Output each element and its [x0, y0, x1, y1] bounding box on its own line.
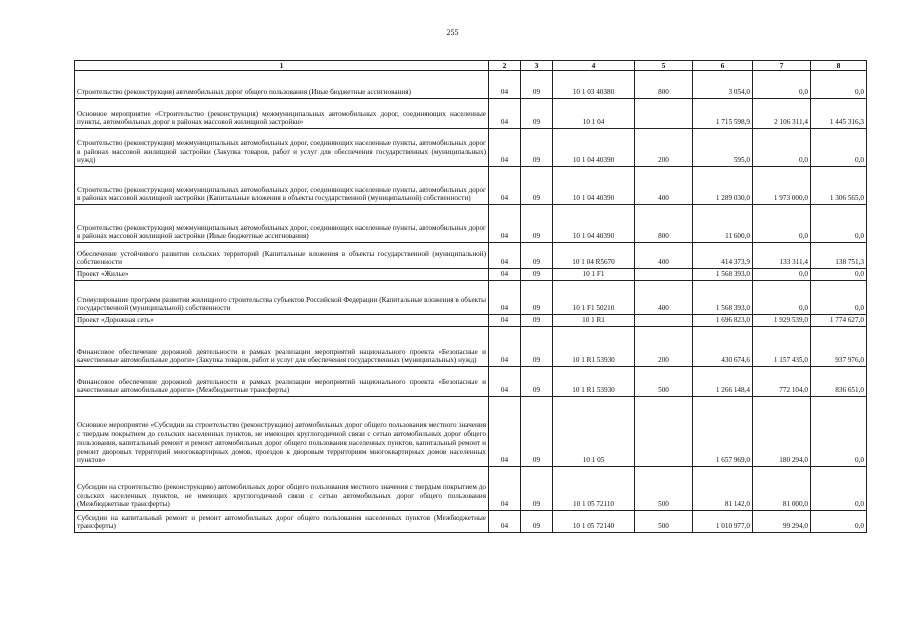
amount-col-8: 937 976,0 — [811, 327, 867, 367]
amount-col-6: 1 266 148,4 — [693, 367, 753, 397]
section-code: 04 — [489, 243, 521, 269]
section-code: 04 — [489, 129, 521, 167]
amount-col-7: 0,0 — [753, 281, 811, 315]
subsection-code: 09 — [521, 129, 553, 167]
row-description: Строительство (реконструкция) межмуниципальных автомобильных дорог, соединяющих населенные пункты, автомобильных дорог в районах массовой жилищной застройки (Капитальные вложения в объекты государственной (муниципальной) собственности) — [75, 167, 489, 205]
amount-col-7: 1 929 539,0 — [753, 315, 811, 327]
target-article-code: 10 1 04 40390 — [553, 205, 635, 243]
amount-col-6: 1 657 969,0 — [693, 397, 753, 467]
target-article-code: 10 1 04 40390 — [553, 167, 635, 205]
target-article-code: 10 1 R1 53930 — [553, 327, 635, 367]
row-description: Основное мероприятие «Субсидии на строительство (реконструкцию) автомобильных дорог общего пользования местного значения с твердым покрытием до сельских населенных пунктов, не имеющих круглогодичной связи с сетью автомобильных дорог общего пользования, капитальный ремонт и ремонт автомобильных дорог общего пользования населенных пунктов, капитальный ремонт и ремонт дворовых территорий многоквартирных домов, проездов к дворовым территориям многоквартирных домов населенных пунктов» — [75, 397, 489, 467]
row-description: Субсидии на капитальный ремонт и ремонт автомобильных дорог общего пользования населенных пунктов (Межбюджетные трансферты) — [75, 511, 489, 533]
row-description: Проект «Жилье» — [75, 269, 489, 281]
amount-col-6: 1 289 030,0 — [693, 167, 753, 205]
subsection-code: 09 — [521, 511, 553, 533]
amount-col-6: 595,0 — [693, 129, 753, 167]
amount-col-8: 0,0 — [811, 129, 867, 167]
section-code: 04 — [489, 367, 521, 397]
target-article-code: 10 1 05 72140 — [553, 511, 635, 533]
target-article-code: 10 1 04 — [553, 99, 635, 129]
expense-type-code: 200 — [635, 129, 693, 167]
column-header: 2 — [489, 61, 521, 71]
amount-col-8: 1 774 627,0 — [811, 315, 867, 327]
amount-col-8: 0,0 — [811, 269, 867, 281]
section-code: 04 — [489, 167, 521, 205]
table-row — [75, 315, 867, 327]
table-row — [75, 367, 867, 397]
table-row — [75, 129, 867, 167]
table-row — [75, 99, 867, 129]
subsection-code: 09 — [521, 99, 553, 129]
amount-col-7: 0,0 — [753, 71, 811, 99]
table-row — [75, 281, 867, 315]
amount-col-6: 1 715 598,9 — [693, 99, 753, 129]
row-description: Стимулирование программ развития жилищного строительства субъектов Российской Федерации (Капитальные вложения в объекты государственной (муниципальной) собственности — [75, 281, 489, 315]
column-header: 1 — [75, 61, 489, 71]
subsection-code: 09 — [521, 269, 553, 281]
amount-col-6: 1 010 977,0 — [693, 511, 753, 533]
column-header: 4 — [553, 61, 635, 71]
amount-col-8: 836 651,0 — [811, 367, 867, 397]
target-article-code: 10 1 04 R5670 — [553, 243, 635, 269]
section-code: 04 — [489, 397, 521, 467]
section-code: 04 — [489, 467, 521, 511]
subsection-code: 09 — [521, 315, 553, 327]
table-row — [75, 467, 867, 511]
column-header: 7 — [753, 61, 811, 71]
column-header: 5 — [635, 61, 693, 71]
amount-col-6: 81 142,0 — [693, 467, 753, 511]
expense-type-code: 200 — [635, 327, 693, 367]
target-article-code: 10 1 R1 53930 — [553, 367, 635, 397]
amount-col-7: 2 106 311,4 — [753, 99, 811, 129]
expense-type-code — [635, 99, 693, 129]
subsection-code: 09 — [521, 367, 553, 397]
subsection-code: 09 — [521, 71, 553, 99]
section-code: 04 — [489, 327, 521, 367]
row-description: Основное мероприятие «Строительство (реконструкция) межмуниципальных автомобильных дорог, соединяющих населенные пункты, автомобильных дорог в районах массовой жилищной застройки» — [75, 99, 489, 129]
expense-type-code — [635, 397, 693, 467]
target-article-code: 10 1 R1 — [553, 315, 635, 327]
section-code: 04 — [489, 269, 521, 281]
table-row — [75, 243, 867, 269]
target-article-code: 10 1 04 40390 — [553, 129, 635, 167]
subsection-code: 09 — [521, 467, 553, 511]
row-description: Проект «Дорожная сеть» — [75, 315, 489, 327]
expense-type-code: 800 — [635, 205, 693, 243]
table-row — [75, 71, 867, 99]
amount-col-6: 414 373,9 — [693, 243, 753, 269]
amount-col-8: 0,0 — [811, 467, 867, 511]
amount-col-8: 0,0 — [811, 281, 867, 315]
subsection-code: 09 — [521, 205, 553, 243]
expense-type-code: 800 — [635, 71, 693, 99]
table-row — [75, 167, 867, 205]
table-row — [75, 327, 867, 367]
column-header: 6 — [693, 61, 753, 71]
table-row — [75, 269, 867, 281]
amount-col-8: 138 751,3 — [811, 243, 867, 269]
expense-type-code: 500 — [635, 511, 693, 533]
row-description: Строительство (реконструкция) автомобильных дорог общего пользования (Иные бюджетные ассигнования) — [75, 71, 489, 99]
table-row — [75, 511, 867, 533]
page-number: 255 — [446, 28, 459, 37]
amount-col-8: 0,0 — [811, 397, 867, 467]
expense-type-code: 400 — [635, 167, 693, 205]
subsection-code: 09 — [521, 327, 553, 367]
row-description: Финансовое обеспечение дорожной деятельности в рамках реализации мероприятий национального проекта «Безопасные и качественные автомобильные дороги» (Межбюджетные трансферты) — [75, 367, 489, 397]
section-code: 04 — [489, 71, 521, 99]
amount-col-7: 81 000,0 — [753, 467, 811, 511]
target-article-code: 10 1 05 72110 — [553, 467, 635, 511]
row-description: Финансовое обеспечение дорожной деятельности в рамках реализации мероприятий национального проекта «Безопасные и качественные автомобильные дороги» (Закупка товаров, работ и услуг для обеспечения государственных (муниципальных) нужд) — [75, 327, 489, 367]
section-code: 04 — [489, 99, 521, 129]
amount-col-8: 0,0 — [811, 71, 867, 99]
amount-col-7: 180 294,0 — [753, 397, 811, 467]
subsection-code: 09 — [521, 243, 553, 269]
row-description: Обеспечение устойчивого развития сельских территорий (Капитальные вложения в объекты государственной (муниципальной) собственности — [75, 243, 489, 269]
column-header: 3 — [521, 61, 553, 71]
section-code: 04 — [489, 281, 521, 315]
amount-col-7: 133 311,4 — [753, 243, 811, 269]
target-article-code: 10 1 05 — [553, 397, 635, 467]
amount-col-7: 772 104,0 — [753, 367, 811, 397]
section-code: 04 — [489, 315, 521, 327]
amount-col-6: 3 054,0 — [693, 71, 753, 99]
target-article-code: 10 1 F1 50210 — [553, 281, 635, 315]
amount-col-8: 0,0 — [811, 205, 867, 243]
table-row — [75, 397, 867, 467]
header-row — [75, 61, 867, 71]
amount-col-8: 0,0 — [811, 511, 867, 533]
expense-type-code — [635, 315, 693, 327]
amount-col-6: 11 600,0 — [693, 205, 753, 243]
section-code: 04 — [489, 205, 521, 243]
row-description: Субсидии на строительство (реконструкцию) автомобильных дорог общего пользования местного значения с твердым покрытием до сельских населенных пунктов, не имеющих круглогодичной связи с сетью автомобильных дорог общего пользования (Межбюджетные трансферты) — [75, 467, 489, 511]
amount-col-6: 1 696 823,0 — [693, 315, 753, 327]
expense-type-code — [635, 269, 693, 281]
amount-col-7: 1 973 000,0 — [753, 167, 811, 205]
target-article-code: 10 1 03 40380 — [553, 71, 635, 99]
section-code: 04 — [489, 511, 521, 533]
amount-col-7: 0,0 — [753, 129, 811, 167]
expense-type-code: 400 — [635, 281, 693, 315]
subsection-code: 09 — [521, 281, 553, 315]
amount-col-7: 1 157 435,0 — [753, 327, 811, 367]
amount-col-6: 1 568 393,0 — [693, 269, 753, 281]
row-description: Строительство (реконструкция) межмуниципальных автомобильных дорог, соединяющих населенные пункты, автомобильных дорог в районах массовой жилищной застройки (Закупка товаров, работ и услуг для обеспечения государственных (муниципальных) нужд) — [75, 129, 489, 167]
row-description: Строительство (реконструкция) межмуниципальных автомобильных дорог, соединяющих населенные пункты, автомобильных дорог в районах массовой жилищной застройки (Иные бюджетные ассигнования) — [75, 205, 489, 243]
amount-col-8: 1 306 565,0 — [811, 167, 867, 205]
amount-col-6: 1 568 393,0 — [693, 281, 753, 315]
expense-type-code: 400 — [635, 243, 693, 269]
budget-table — [74, 60, 867, 533]
amount-col-7: 0,0 — [753, 205, 811, 243]
expense-type-code: 500 — [635, 367, 693, 397]
subsection-code: 09 — [521, 167, 553, 205]
expense-type-code: 500 — [635, 467, 693, 511]
table-row — [75, 205, 867, 243]
amount-col-6: 430 674,6 — [693, 327, 753, 367]
amount-col-8: 1 445 316,3 — [811, 99, 867, 129]
amount-col-7: 99 294,0 — [753, 511, 811, 533]
amount-col-7: 0,0 — [753, 269, 811, 281]
subsection-code: 09 — [521, 397, 553, 467]
column-header: 8 — [811, 61, 867, 71]
target-article-code: 10 1 F1 — [553, 269, 635, 281]
